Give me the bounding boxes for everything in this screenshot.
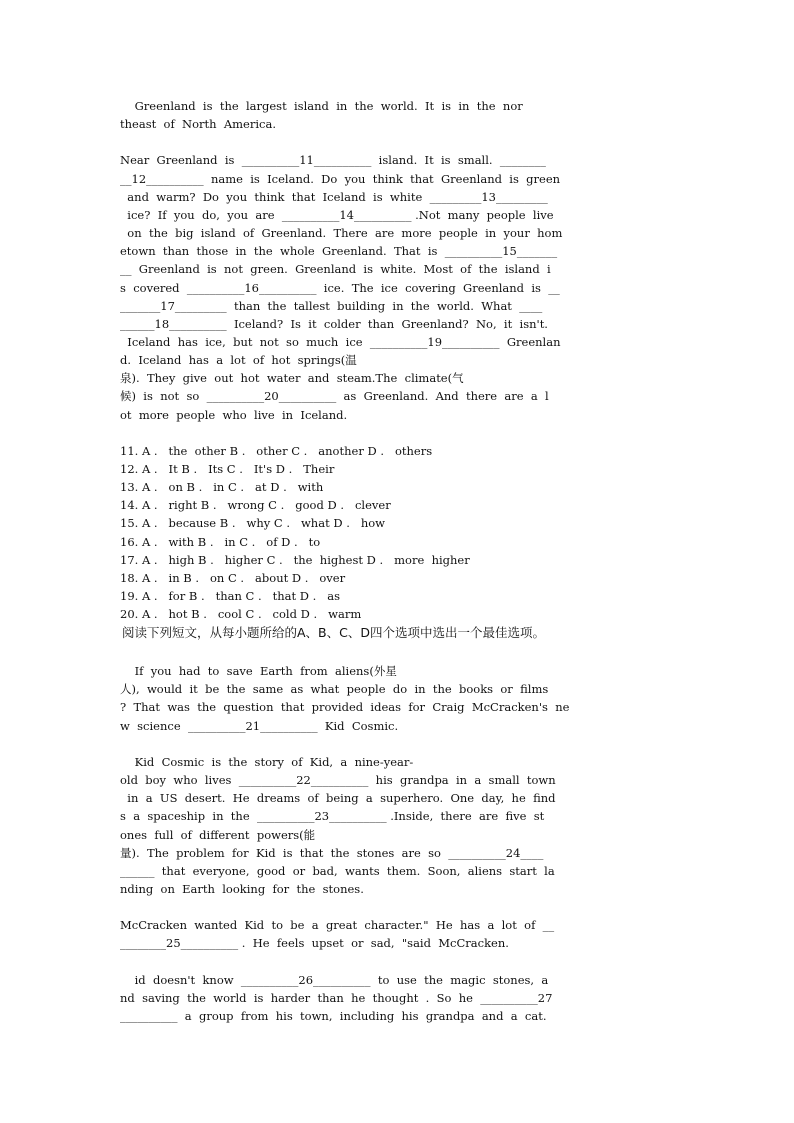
passage2-line: s a spaceship in the __________23__________ .Inside, there are five st — [120, 809, 545, 824]
passage2-line: w science __________21__________ Kid Cosmic. — [120, 718, 399, 733]
passage1-line: and warm? Do you think that Iceland is white _________13_________ — [120, 189, 548, 204]
passage2-line: __________ a group from his town, including his grandpa and a cat. — [120, 1009, 547, 1023]
passage1-line: s covered __________16__________ ice. The ice covering Greenland is __ — [120, 280, 560, 295]
passage2-line: McCracken wanted Kid to be a great character." He has a lot of __ — [120, 918, 555, 933]
passage2-line: If you had to save Earth from aliens(外星 — [120, 664, 397, 679]
reading-instruction: 阅读下列短文，从每小题所给的A、B、C、D四个选项中选出一个最佳选项。 — [118, 625, 545, 640]
passage2-line: ones full of different powers(能 — [120, 827, 316, 842]
passage1-line: __12__________ name is Iceland. Do you think that Greenland is green — [120, 171, 561, 186]
passage1-line: 13. A . on B . in C . at D . with — [120, 480, 324, 495]
passage1-line: 泉). They give out hot water and steam.The climate(气 — [120, 371, 464, 386]
passage1-line: 14. A . right B . wrong C . good D . clever — [120, 498, 391, 513]
passage1-line: Iceland has ice, but not so much ice __________19__________ Greenlan — [120, 334, 561, 349]
passage1-line: etown than those in the whole Greenland. That is __________15_______ — [120, 244, 558, 259]
passage2-line: nd saving the world is harder than he thought . So he __________27 — [120, 990, 553, 1005]
passage1-line: 17. A . high B . higher C . the highest D . more higher — [120, 552, 470, 567]
passage2-line: 量). The problem for Kid is that the stones are so __________24____ — [120, 845, 544, 860]
passage2-line: nding on Earth looking for the stones. — [120, 881, 364, 896]
passage1-line: d. Iceland has a lot of hot springs(温 — [120, 353, 357, 368]
passage2-line: 人), would it be the same as what people do in the books or films — [120, 682, 549, 697]
passage1-line: Greenland is the largest island in the world. It is in the nor — [120, 99, 523, 113]
passage1-line: theast of North America. — [120, 117, 276, 132]
passage1-line: 16. A . with B . in C . of D . to — [120, 534, 321, 549]
passage1-line: 12. A . It B . Its C . It's D . Their — [120, 462, 335, 476]
passage2-line: old boy who lives __________22__________ his grandpa in a small town — [120, 773, 556, 788]
passage2-line: id doesn't know __________26__________ to use the magic stones, a — [120, 972, 549, 987]
passage2-line: Kid Cosmic is the story of Kid, a nine-year- — [120, 754, 414, 769]
passage1-line: _______17_________ than the tallest building in the world. What ____ — [120, 298, 543, 313]
passage2-line: in a US desert. He dreams of being a superhero. One day, he find — [120, 791, 556, 806]
passage2-line: ________25__________ . He feels upset or sad, "said McCracken. — [120, 936, 509, 951]
passage2-line: ______ that everyone, good or bad, wants them. Soon, aliens start la — [120, 863, 555, 878]
passage1-line: __ Greenland is not green. Greenland is white. Most of the island i — [120, 262, 551, 277]
passage1-line: ice? If you do, you are __________14__________ .Not many people live — [120, 207, 554, 222]
passage2-line: ? That was the question that provided ideas for Craig McCracken's ne — [120, 700, 570, 715]
passage1-line: ______18__________ Iceland? Is it colder than Greenland? No, it isn't. — [120, 316, 548, 331]
passage1-line: 19. A . for B . than C . that D . as — [120, 589, 341, 604]
passage1-line: 18. A . in B . on C . about D . over — [120, 570, 346, 585]
passage1-line: ot more people who live in Iceland. — [120, 407, 348, 422]
passage1-line: 候) is not so __________20__________ as Greenland. And there are a l — [120, 389, 549, 404]
passage1-line: 20. A . hot B . cool C . cold D . warm — [120, 607, 362, 622]
passage1-line: on the big island of Greenland. There are more people in your hom — [120, 226, 563, 241]
passage1-line: 15. A . because B . why C . what D . how — [120, 516, 386, 531]
passage1-line: 11. A . the other B . other C . another D . others — [120, 443, 433, 458]
passage1-line: Near Greenland is __________11__________ island. It is small. ________ — [120, 153, 546, 168]
